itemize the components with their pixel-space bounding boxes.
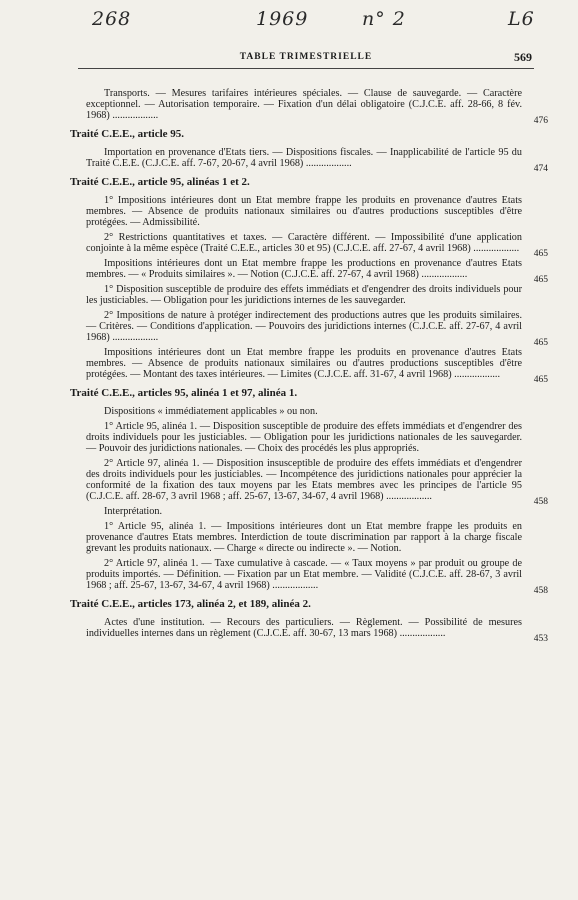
entry-page-ref: 474 (533, 164, 548, 174)
entry-page-ref: 465 (533, 375, 548, 385)
entry-text: 1° Article 95, alinéa 1. — Disposition susceptible de produire des effets immédiats et d'engendrer des droits individuels pour les justiciables. — Obligation pour les juridictions nationales de les sauvegarder. — Pouvoir des juridictions nationales. — Choix des procédés les plus appropriés. (86, 421, 522, 454)
entry-text: 2° Article 97, alinéa 1. — Disposition insusceptible de produire des effets immédiats et d'engendrer des droits individuels pour les justiciables. — Incompétence des juridictions nationales pour apprécier la conformité de la fixation des taux moyens par les Etats membres avec les principes de l'article 95 (C.J.C.E. aff. 28-67, 3 avril 1968 ; aff. 25-67, 13-67, 34-67, 4 avril 1968) .................. (86, 458, 522, 502)
index-entry (86, 558, 548, 596)
entry-text: 2° Impositions de nature à protéger indirectement des productions autres que les produits similaires. — Critères. — Conditions d'application. — Pouvoirs des juridictions internes (C.J.C.E. aff. 27-67, 4 avril 1968) .................. (86, 310, 522, 343)
index-entry (86, 310, 548, 348)
index-entry (86, 195, 522, 228)
entry-page-ref: 476 (533, 116, 548, 126)
entry-page-ref: 465 (533, 249, 548, 259)
entry-text: 2° Article 97, alinéa 1. — Taxe cumulative à cascade. — « Taux moyens » par produit ou groupe de produits importés. — Définition. — Fixation par un Etat membre. — Validité (C.J.C.E. aff. 28-67, 3 avril 1968 ; aff. 25-67, 13-67, 34-67, 4 avril 1968) .................. (86, 558, 522, 591)
entry-text: Actes d'une institution. — Recours des particuliers. — Règlement. — Possibilité de mesures individuelles internes dans un règlement (C.J.C.E. aff. 30-67, 13 mars 1968) .................. (86, 617, 522, 639)
header-title: TABLE TRIMESTRIELLE (239, 52, 373, 62)
index-entry (86, 258, 548, 285)
entry-text: Transports. — Mesures tarifaires intérieures spéciales. — Clause de sauvegarde. — Caractère exceptionnel. — Autorisation temporaire. — Fixation d'un délai obligatoire (C.J.C.E. aff. 28-66, 8 fév. 1968) .................. (86, 88, 522, 121)
handwritten-note-issue: n° 2 (362, 8, 406, 30)
index-entry (86, 617, 548, 644)
index-entry (86, 284, 522, 306)
entry-text: Impositions intérieures dont un Etat membre frappe les produits en provenance d'autres Etats membres. — Absence de produits nationaux similaires ou d'autres productions susceptibles d'être protégées. — Montant des taxes intérieures. — Limites (C.J.C.E. aff. 31-67, 4 avril 1968) .................. (86, 347, 522, 380)
subheading: Interprétation. (104, 506, 162, 517)
section-heading: Traité C.E.E., articles 173, alinéa 2, et 189, alinéa 2. (70, 598, 311, 610)
index-entry (86, 147, 548, 174)
index-entry (86, 458, 548, 507)
subheading: Dispositions « immédiatement applicables » ou non. (104, 406, 318, 417)
index-entry (86, 521, 522, 554)
index-entry (86, 421, 522, 454)
entry-text: 1° Disposition susceptible de produire des effets immédiats et d'engendrer des droits individuels pour les justiciables. — Obligation pour les juridictions internes de les sauvegarder. (86, 284, 522, 306)
entry-page-ref: 465 (533, 275, 548, 285)
entry-text: 2° Restrictions quantitatives et taxes. — Caractère différent. — Impossibilité d'une application conjointe à la même espèce (Traité C.E.E., articles 30 et 95) (C.J.C.E. aff. 27-67, 4 avril 1968) .................. (86, 232, 522, 254)
page-number: 569 (514, 50, 532, 64)
entry-text: Importation en provenance d'Etats tiers. — Dispositions fiscales. — Inapplicabilité de l'article 95 du Traité C.E.E. (C.J.C.E. aff. 7-67, 20-67, 4 avril 1968) .................. (86, 147, 522, 169)
handwritten-note-code: L6 (508, 8, 535, 30)
entry-text: 1° Impositions intérieures dont un Etat membre frappe les produits en provenance d'autres Etats membres. — Absence de produits nationaux similaires ou d'autres productions susceptibles d'être protégées. — Admissibilité. (86, 195, 522, 228)
entry-text: 1° Article 95, alinéa 1. — Impositions intérieures dont un Etat membre frappe les produits en provenance d'autres Etats membres. Interdiction de toute discrimination par rapport à la charge fiscale grevant les produits nationaux. — Charge « directe ou indirecte ». — Notion. (86, 521, 522, 554)
section-heading: Traité C.E.E., article 95, alinéas 1 et 2. (70, 176, 250, 188)
handwritten-note-year: 1969 (256, 8, 309, 30)
handwritten-note-number: 268 (92, 8, 132, 30)
entry-text: Impositions intérieures dont un Etat membre frappe les productions en provenance d'autres Etats membres. — « Produits similaires ». — Notion (C.J.C.E. aff. 27-67, 4 avril 1968) .................. (86, 258, 522, 280)
index-entry (86, 347, 548, 385)
entry-page-ref: 458 (533, 586, 548, 596)
index-entry (86, 88, 548, 126)
index-content (70, 88, 548, 644)
entry-page-ref: 465 (533, 338, 548, 348)
index-entry (86, 232, 548, 259)
entry-page-ref: 453 (533, 634, 548, 644)
entry-page-ref: 458 (533, 497, 548, 507)
running-header (78, 52, 534, 69)
section-heading: Traité C.E.E., article 95. (70, 128, 185, 140)
section-heading: Traité C.E.E., articles 95, alinéa 1 et 97, alinéa 1. (70, 387, 298, 399)
